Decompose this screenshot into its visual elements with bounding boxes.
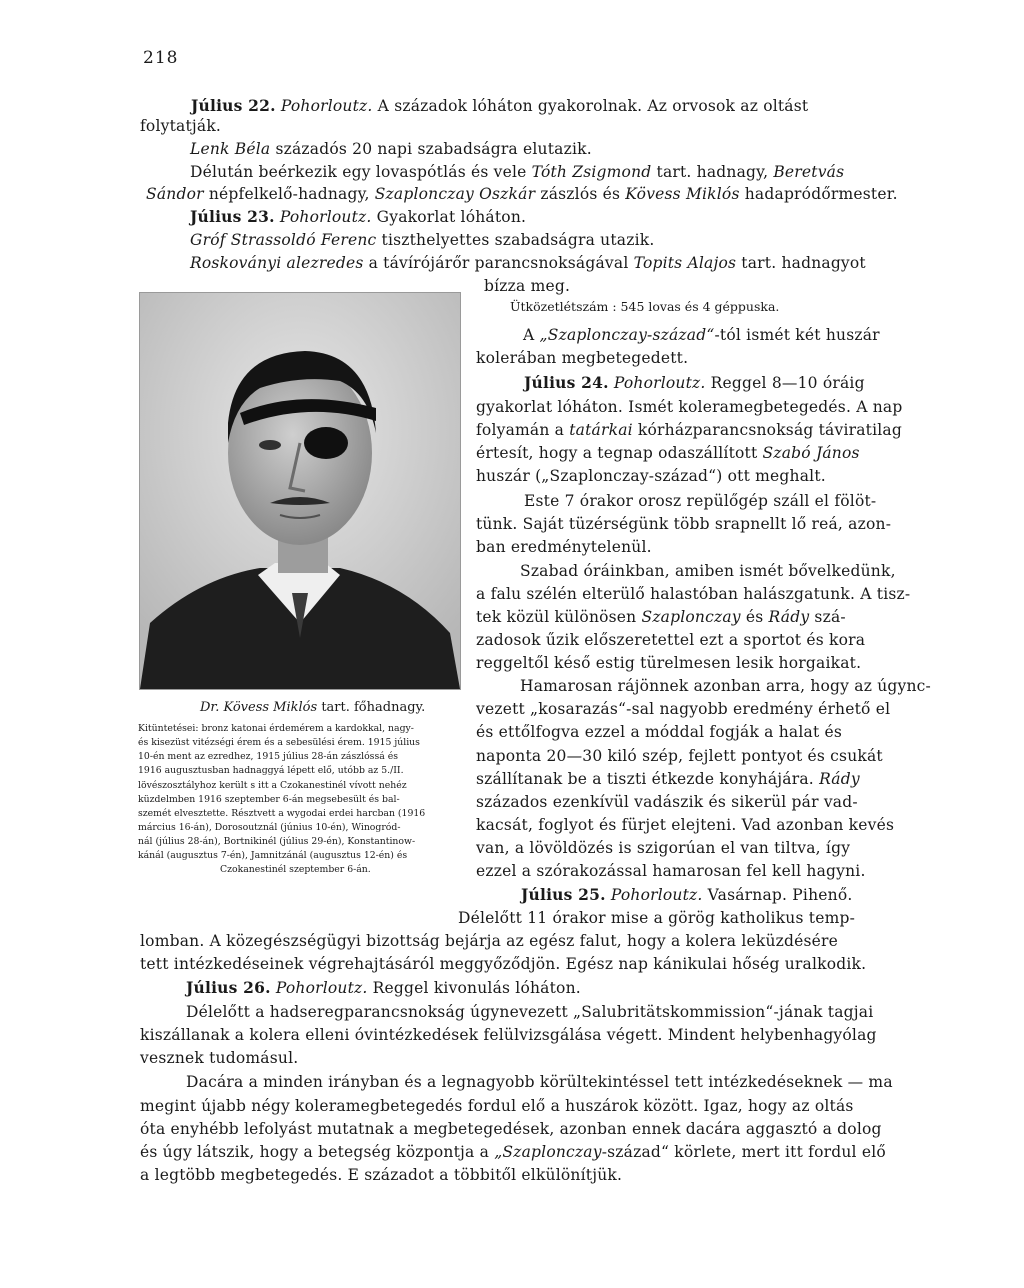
caption-line: 10-én ment az ezredhez, 1915 július 28-án zászlóssá és xyxy=(138,751,398,762)
caption-line: és kisezüst vitézségi érem és a sebesülési érem. 1915 július xyxy=(138,737,420,748)
page-number: 218 xyxy=(143,48,179,68)
text-line: Délelőtt 11 órakor mise a görög katholikus temp- xyxy=(458,909,856,927)
unit-name: „Szaplonczay xyxy=(494,1143,602,1161)
caption-line: nál (július 28-án), Bortnikinél (július 29-én), Konstantinow- xyxy=(138,836,416,847)
person-name: Szaplonczay xyxy=(641,608,741,626)
person-name: Rády xyxy=(819,770,860,788)
place-name: Pohorloutz. xyxy=(279,208,372,226)
text-line: lomban. A közegészségügyi bizottság bejárja az egész falut, hogy a kolera leküzdésére xyxy=(140,932,839,950)
place-name: Pohorloutz. xyxy=(613,374,706,392)
person-name: Lenk Béla xyxy=(190,140,271,158)
text-line: tett intézkedéseinek végrehajtásáról meggyőződjön. Egész nap kánikulai hőség uralkodik. xyxy=(140,955,867,973)
text-line: Délután beérkezik egy lovaspótlás és vele Tóth Zsigmond tart. hadnagy, Beretvás xyxy=(190,163,845,181)
text-line: A századok lóháton gyakorolnak. Az orvosok az oltást xyxy=(372,97,809,115)
person-name: Dr. Kövess Miklós xyxy=(200,700,318,715)
person-name: Tóth Zsigmond xyxy=(531,163,652,181)
portrait-image xyxy=(140,293,460,689)
date-label: Július 25. xyxy=(521,885,606,904)
text-line: Dacára a minden irányban és a legnagyobb körültekintéssel tett intézkedéseknek — ma xyxy=(186,1073,893,1091)
text-line: bízza meg. xyxy=(484,277,571,295)
text-line: folytatják. xyxy=(140,117,222,135)
person-name: Szaplonczay Oszkár xyxy=(374,185,536,203)
date-label: Július 24. xyxy=(524,373,609,392)
entry-july-26: Július 26. Pohorloutz. Reggel kivonulás lóháton. xyxy=(186,978,581,997)
place-name: tatárkai xyxy=(569,421,633,439)
text-line: reggeltől késő estig türelmesen lesik horgaikat. xyxy=(476,654,862,672)
text-line: huszár („Szaplonczay-század“) ott meghalt. xyxy=(476,467,826,485)
text-line: a legtöbb megbetegedés. E századot a többitől elkülönítjük. xyxy=(140,1166,623,1184)
text-line: százados ezenkívül vadászik és sikerül pár vad- xyxy=(476,793,858,811)
text-line: ezzel a szórakozással hamarosan fel kell hagyni. xyxy=(476,862,866,880)
text-line: értesít, hogy a tegnap odaszállított Szabó János xyxy=(476,444,860,462)
place-name: Pohorloutz. xyxy=(610,886,703,904)
entry-july-22 xyxy=(191,96,808,116)
text-line: megint újabb négy koleramegbetegedés fordul elő a huszárok között. Igaz, hogy az oltás xyxy=(140,1097,854,1115)
text-line: kacsát, foglyot és fürjet elejteni. Vad azonban kevés xyxy=(476,816,895,834)
text-line: kiszállanak a kolera elleni óvintézkedések felülvizsgálása végett. Mindent helybenhagyólag xyxy=(140,1026,877,1044)
text-line: Roskoványi alezredes a távírójárőr parancsnokságával Topits Alajos tart. hadnagyot xyxy=(190,254,866,272)
text-line: naponta 20—30 kiló szép, fejlett pontyot és csukát xyxy=(476,747,883,765)
person-name: Roskoványi alezredes xyxy=(190,254,364,272)
text-line: A „Szaplonczay-század“-tól ismét két huszár xyxy=(523,326,880,344)
portrait-photo xyxy=(139,292,461,690)
text-line: szállítanak be a tiszti étkezde konyhájára. Rády xyxy=(476,770,860,788)
person-name: Sándor xyxy=(146,185,204,203)
text-line: vesznek tudomásul. xyxy=(140,1049,299,1067)
date-label: Július 26. xyxy=(186,978,271,997)
person-name: Szabó János xyxy=(762,444,860,462)
entry-july-23: Július 23. Pohorloutz. Gyakorlat lóháton. xyxy=(190,207,527,226)
unit-name: „Szaplonczay-század“ xyxy=(539,326,715,344)
text-line: ban eredménytelenül. xyxy=(476,538,652,556)
caption-line: Kitüntetései: bronz katonai érdemérem a kardokkal, nagy- xyxy=(138,723,414,734)
text-line: Sándor népfelkelő-hadnagy, Szaplonczay Oszkár zászlós és Kövess Miklós hadapródőrmester. xyxy=(146,185,898,203)
text-line: és úgy látszik, hogy a betegség központja a „Szaplonczay-század“ körlete, mert itt fordul elő xyxy=(140,1143,886,1161)
caption-line: szemét elvesztette. Résztvett a wygodai erdei harcban (1916 xyxy=(138,808,426,819)
person-name: Beretvás xyxy=(773,163,845,181)
text-line: van, a lövöldözés is szigorúan el van tiltva, így xyxy=(476,839,851,857)
text-line: zadosok űzik előszeretettel ezt a sportot és kora xyxy=(476,631,866,649)
person-name: Kövess Miklós xyxy=(625,185,740,203)
text-line: a falu szélén elterülő halastóban halászgatunk. A tisz- xyxy=(476,585,911,603)
text-line: folyamán a tatárkai kórházparancsnokság táviratilag xyxy=(476,421,902,439)
date-label: Július 23. xyxy=(190,207,275,226)
caption-line: kánál (augusztus 7-én), Jamnitzánál (augusztus 12-én) és xyxy=(138,850,408,861)
place-name: Pohorloutz. xyxy=(275,979,368,997)
caption-line: március 16-án), Dorosoutznál (június 10-én), Winogród- xyxy=(138,822,401,833)
entry-july-25: Július 25. Pohorloutz. Vasárnap. Pihenő. xyxy=(521,885,853,904)
text-line: Este 7 órakor orosz repülőgép száll el fölöt- xyxy=(524,492,877,510)
text-line: és ettőlfogva ezzel a móddal fogják a halat és xyxy=(476,723,843,741)
person-name: Topits Alajos xyxy=(633,254,737,272)
text-line: óta enyhébb lefolyást mutatnak a megbetegedések, azonban ennek dacára aggasztó a dolog xyxy=(140,1120,882,1138)
place-name: Pohorloutz. xyxy=(280,97,373,115)
text-line: Hamarosan rájönnek azonban arra, hogy az úgync- xyxy=(520,677,931,695)
caption-line: 1916 augusztusban hadnaggyá lépett elő, utóbb az 5./II. xyxy=(138,765,404,776)
text-line: Lenk Béla századós 20 napi szabadságra elutazik. xyxy=(190,140,592,158)
caption-line: lövészosztályhoz került s itt a Czokanestinél vívott nehéz xyxy=(138,780,407,791)
person-name: Gróf Strassoldó Ferenc xyxy=(190,231,377,249)
text-line: Gróf Strassoldó Ferenc tiszthelyettes szabadságra utazik. xyxy=(190,231,655,249)
date-label: Július 22. xyxy=(191,96,276,115)
text-line: tek közül különösen Szaplonczay és Rády szá- xyxy=(476,608,846,626)
photo-caption-body xyxy=(138,722,462,892)
photo-caption-title: Dr. Kövess Miklós tart. főhadnagy. xyxy=(200,700,426,715)
caption-line: küzdelmben 1916 szeptember 6-án megsebesült és bal- xyxy=(138,794,400,805)
text-line: Délelőtt a hadseregparancsnokság úgynevezett „Salubritätskommission“-jának tagjai xyxy=(186,1003,874,1021)
text-line: kolerában megbetegedett. xyxy=(476,349,689,367)
troop-strength: Ütközetlétszám : 545 lovas és 4 géppuska. xyxy=(510,299,780,314)
text-line: gyakorlat lóháton. Ismét koleramegbetegedés. A nap xyxy=(476,398,903,416)
caption-line: Czokanestinél szeptember 6-án. xyxy=(220,864,371,875)
entry-july-24: Július 24. Pohorloutz. Reggel 8—10 óráig xyxy=(524,373,865,392)
person-name: Rády xyxy=(768,608,810,626)
text-line: vezett „kosarazás“-sal nagyobb eredmény érhető el xyxy=(476,700,891,718)
text-line: tünk. Saját tüzérségünk több srapnellt lő reá, azon- xyxy=(476,515,892,533)
text-line: Szabad óráinkban, amiben ismét bővelkedünk, xyxy=(520,562,896,580)
